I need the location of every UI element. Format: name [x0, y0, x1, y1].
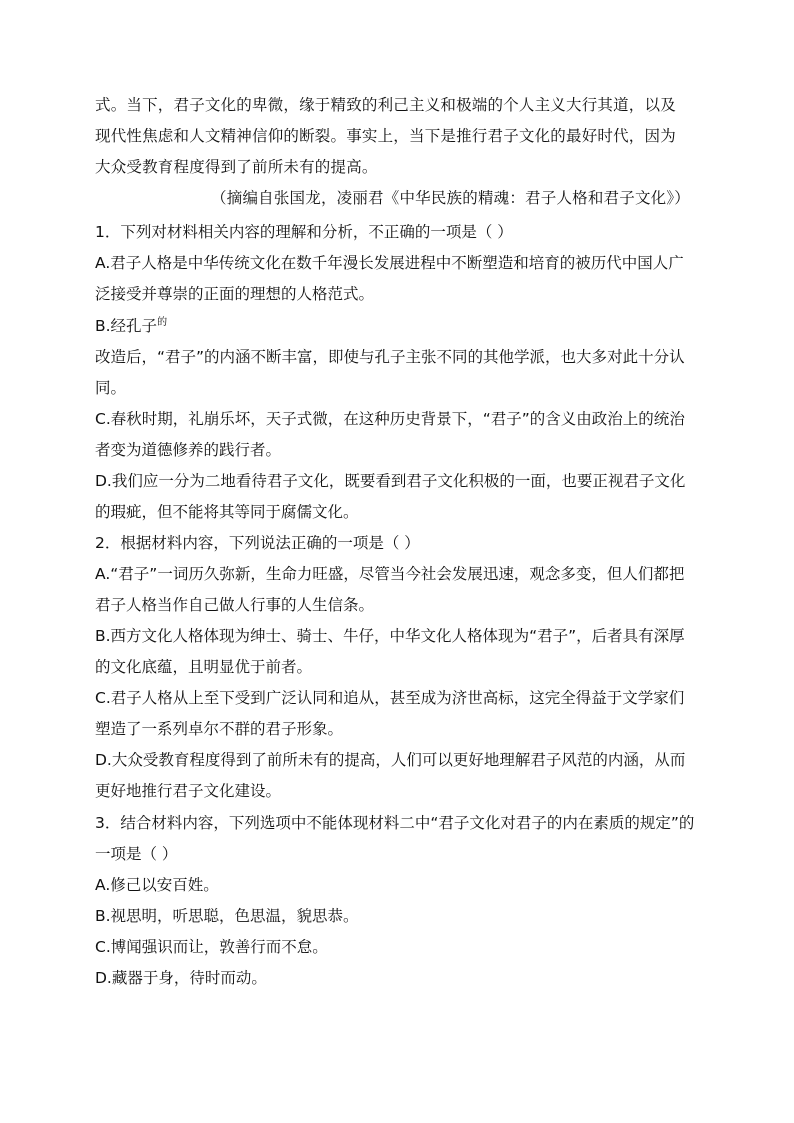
- question-2-option-a: A.“君子”一词历久弥新，生命力旺盛，尽管当今社会发展迅速，观念多变，但人们都把君子人格当作自己做人行事的人生信条。: [95, 565, 685, 614]
- question-1-option-b-mark: 的: [157, 316, 168, 328]
- question-3-option-c: C.博闻强识而让，敦善行而不怠。: [95, 938, 328, 956]
- question-1-option-a: A.君子人格是中华传统文化在数千年漫长发展进程中不断塑造和培育的被历代中国人广泛接受并尊崇的正面的理想的人格范式。: [95, 254, 684, 303]
- question-1-option-c: C.春秋时期，礼崩乐坏，天子式微，在这种历史背景下，“君子”的含义由政治上的统治者变为道德修养的践行者。: [95, 410, 685, 459]
- question-2-option-c: C.君子人格从上至下受到广泛认同和追从，甚至成为济世高标，这完全得益于文学家们塑造了一系列卓尔不群的君子形象。: [95, 689, 685, 738]
- question-3-option-b: B.视思明，听思聪，色思温，貌思恭。: [95, 907, 359, 925]
- question-3-option-a: A.修己以安百姓。: [95, 876, 219, 894]
- question-2-stem: 2．根据材料内容，下列说法正确的一项是（ ）: [95, 534, 420, 552]
- question-1-option-b-label: B.经孔子: [95, 317, 158, 335]
- question-2-option-d: D.大众受教育程度得到了前所未有的提高，人们可以更好地理解君子风范的内涵，从而更好地推行君子文化建设。: [95, 751, 686, 800]
- passage-line-3: 大众受教育程度得到了前所未有的提高。: [95, 158, 378, 176]
- question-2-option-b: B.西方文化人格体现为绅士、骑士、牛仔，中华文化人格体现为“君子”，后者具有深厚的文化底蕴，且明显优于前者。: [95, 627, 685, 676]
- question-1-option-b-head: [95, 311, 695, 342]
- question-3-option-d: D.藏器于身，待时而动。: [95, 969, 267, 987]
- passage-line-2: 现代性焦虑和人文精神信仰的断裂。事实上，当下是推行君子文化的最好时代，因为: [95, 127, 676, 145]
- question-1-stem: 1．下列对材料相关内容的理解和分析，不正确的一项是（ ）: [95, 223, 513, 241]
- question-3-stem: 3．结合材料内容，下列选项中不能体现材料二中“君子文化对君子的内在素质的规定”的一项是（ ）: [95, 814, 695, 863]
- passage-line-1: 式。当下，君子文化的卑微，缘于精致的利己主义和极端的个人主义大行其道，以及: [95, 96, 676, 114]
- passage-source: （摘编自张国龙，凌丽君《中华民族的精魂：君子人格和君子文化》）: [211, 189, 690, 207]
- question-1-option-d: D.我们应一分为二地看待君子文化，既要看到君子文化积极的一面，也要正视君子文化的瑕疵，但不能将其等同于腐儒文化。: [95, 472, 686, 521]
- question-1-option-b-rest: 改造后，“君子”的内涵不断丰富，即使与孔子主张不同的其他学派，也大多对此十分认同。: [95, 348, 685, 397]
